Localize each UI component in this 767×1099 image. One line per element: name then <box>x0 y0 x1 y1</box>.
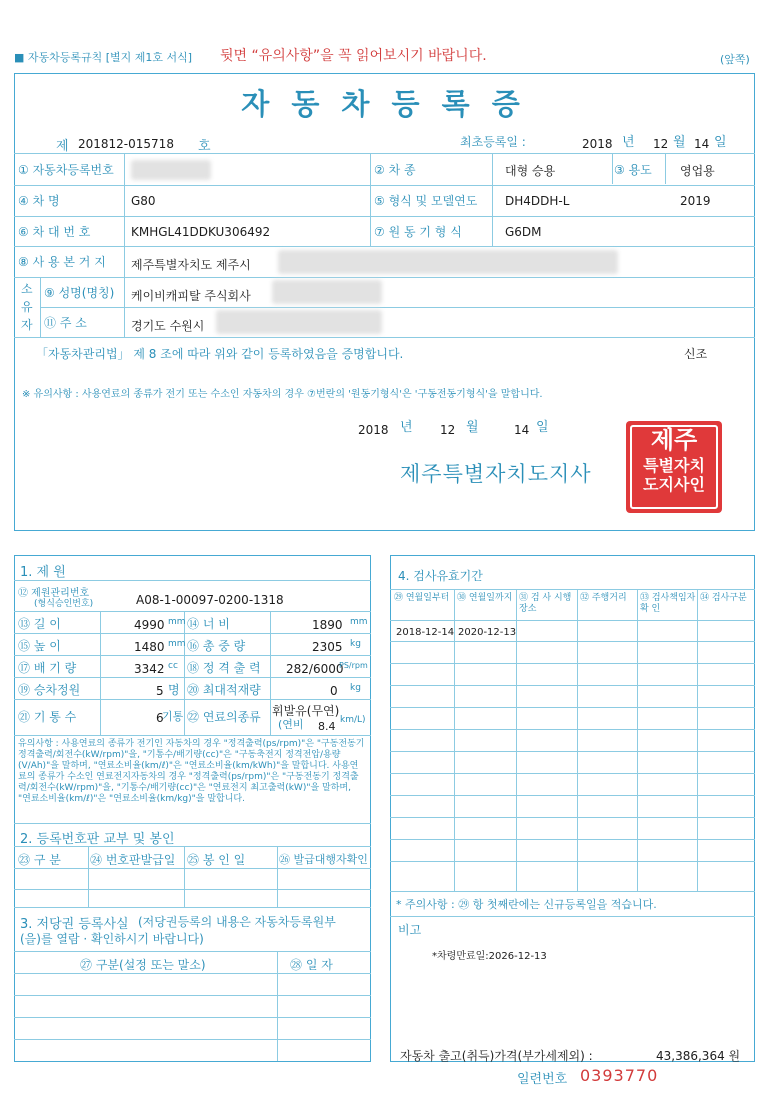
lien-heading: 3. 저당권 등록사실 <box>20 917 129 932</box>
reg-no-label: 제 <box>56 139 69 154</box>
redacted-owner-address <box>216 310 382 334</box>
reg-no-suffix: 호 <box>198 139 211 154</box>
rule-reference: ■ 자동차등록규칙 [별지 제1호 서식] <box>14 51 193 64</box>
spec-13-label: ⑬ 길 이 <box>18 617 61 631</box>
inspect-col-29: ㉙ 연월일부터 <box>394 593 450 603</box>
inspect-col-30: ㉚ 연월일까지 <box>457 593 513 603</box>
field-3-value: 영업용 <box>680 164 715 178</box>
spec-20-label: ⑳ 최대적재량 <box>187 683 261 697</box>
owner-side-label: 소 유 자 <box>21 282 33 332</box>
spec-20-value: 0 <box>330 684 338 698</box>
spec-21-label: ㉑ 기 통 수 <box>18 710 77 724</box>
field-7-value: G6DM <box>505 225 542 239</box>
notice-text: 뒷면 “유의사항”을 꼭 읽어보시기 바랍니다. <box>220 48 487 64</box>
field-9-label: ⑨ 성명(명칭) <box>44 286 115 300</box>
lien-col-27: ㉗ 구분(설정 또는 말소) <box>80 958 206 972</box>
spec-12-sub: (형식승인번호) <box>34 599 94 609</box>
inspection-note: * 주의사항 : ㉙ 항 첫째란에는 신규등록일을 적습니다. <box>396 898 657 911</box>
spec-15-value: 1480 <box>134 640 165 654</box>
spec-18-unit: PS/rpm <box>339 661 368 670</box>
plate-col-23: ㉓ 구 분 <box>18 853 61 867</box>
spec-17-label: ⑰ 배 기 량 <box>18 661 77 675</box>
spec-21-unit: 기통 <box>162 710 184 723</box>
spec-note: 유의사항 : 사용연료의 종류가 전기인 자동차의 경우 "정격출력(ps/rpm)"은 "구동전동기 정격출력/회전수(kW/rpm)"을, "기통수/배기량(cc)"은 "구동축전지 정격전압/용량(V/Ah)"을 말하며, "연료소비율(km/ℓ)"은 "연료소비율(km/kWh)"을 말합니다. 사용연료의 종류가 수소인 연료전지자동차의 경우 "정격출력(ps/rpm)"은 "구동전동기 정격출력/회전수(kW/rpm)"을, "기통수/배기량(cc)"은 "연료전지 최고출력(kW)"을 말하며, "연료소비율(km/ℓ)"은 "연료소비율(km/kg)"을 말합니다. <box>18 739 365 804</box>
issue-year-label: 년 <box>400 420 413 435</box>
spec-12-value: A08-1-00097-0200-1318 <box>136 593 284 607</box>
inspect-col-31: ㉛ 검 사 시행장소 <box>519 593 572 614</box>
issue-month: 12 <box>440 423 456 437</box>
lien-heading-note: (저당권등록의 내용은 자동차등록원부(을)를 열람 · 확인하시기 바랍니다) <box>20 915 336 946</box>
field-8-value: 제주특별자치도 제주시 <box>131 258 251 272</box>
spec-14-value: 1890 <box>312 618 343 632</box>
issue-year: 2018 <box>358 423 389 437</box>
spec-heading: 1. 제 원 <box>20 565 66 580</box>
usage-note: ※ 유의사항 : 사용연료의 종류가 전기 또는 수소인 자동차의 경우 ⑦번란의 '원동기형식'은 '구동전동기형식'을 말합니다. <box>22 389 543 400</box>
spec-20-unit: kg <box>350 683 361 693</box>
field-2-label: ② 차 종 <box>374 163 416 177</box>
field-4-value: G80 <box>131 194 156 208</box>
month-label: 월 <box>673 135 686 150</box>
vehicle-expiry: *차령만료일:2026-12-13 <box>432 951 547 962</box>
field-4-label: ④ 차 명 <box>18 194 60 208</box>
serial-number: 0393770 <box>580 1066 659 1085</box>
field-6-label: ⑥ 차 대 번 호 <box>18 225 91 239</box>
spec-17-unit: cc <box>168 661 178 671</box>
spec-19-value: 5 <box>156 684 164 698</box>
year-label: 년 <box>622 135 635 150</box>
spec-22-label: ㉒ 연료의종류 <box>187 710 261 724</box>
spec-15-label: ⑮ 높 이 <box>18 639 61 653</box>
document-title: 자 동 차 등 록 증 <box>241 87 526 121</box>
field-8-label: ⑧ 사 용 본 거 지 <box>18 255 106 269</box>
redacted-owner <box>272 280 382 304</box>
field-5-label: ⑤ 형식 및 모델연도 <box>374 194 478 208</box>
spec-21-value: 6 <box>156 711 164 725</box>
plate-heading: 2. 등록번호판 교부 및 봉인 <box>20 832 175 847</box>
field-7-label: ⑦ 원 동 기 형 식 <box>374 225 462 239</box>
redacted-address <box>278 250 618 274</box>
spec-16-value: 2305 <box>312 640 343 654</box>
spec-16-unit: kg <box>350 639 361 649</box>
issue-month-label: 월 <box>466 420 479 435</box>
spec-16-label: ⑯ 총 중 량 <box>187 639 246 653</box>
inspect-col-34: ㉞ 검사구분 <box>700 593 747 603</box>
spec-22-eff-value: 8.4 <box>318 720 336 733</box>
first-reg-label: 최초등록일 : <box>460 135 526 149</box>
plate-col-24: ㉔ 번호판발급일 <box>90 853 176 867</box>
field-3-label: ③ 용도 <box>614 163 652 177</box>
field-2-value: 대형 승용 <box>505 164 556 178</box>
spec-12-label: ⑫ 제원관리번호 <box>18 588 90 599</box>
registration-type: 신조 <box>684 347 708 361</box>
issuer-name: 제주특별자치도지사 <box>400 462 592 486</box>
field-5-year: 2019 <box>680 194 711 208</box>
issue-day-label: 일 <box>536 420 549 435</box>
day-label: 일 <box>714 135 727 150</box>
lien-col-28: ㉘ 일 자 <box>290 958 333 972</box>
front-side-label: (앞쪽) <box>720 53 750 66</box>
spec-14-label: ⑭ 너 비 <box>187 617 230 631</box>
first-reg-year: 2018 <box>582 137 613 151</box>
spec-18-value: 282/6000 <box>286 662 344 676</box>
spec-19-label: ⑲ 승차정원 <box>18 683 81 697</box>
inspect-row-to: 2020-12-13 <box>458 627 517 638</box>
spec-15-unit: mm <box>168 639 186 649</box>
spec-13-unit: mm <box>168 617 186 627</box>
plate-col-25: ㉕ 봉 인 일 <box>187 853 246 867</box>
field-1-label: ① 자동차등록번호 <box>18 163 114 177</box>
spec-22-value: 휘발유(무연) <box>272 704 340 718</box>
issue-day: 14 <box>514 423 530 437</box>
inspect-col-33: ㉝ 검사책임자 확 인 <box>640 593 696 614</box>
serial-label: 일련번호 <box>517 1072 568 1087</box>
spec-17-value: 3342 <box>134 662 165 676</box>
field-11-label: ⑪ 주 소 <box>44 316 87 330</box>
first-reg-month: 12 <box>653 137 669 151</box>
field-6-value: KMHGL41DDKU306492 <box>131 225 271 239</box>
spec-13-value: 4990 <box>134 618 165 632</box>
plate-col-26: ㉖ 발급대행자확인 <box>279 853 368 866</box>
remarks-heading: 비고 <box>398 923 422 937</box>
certify-text: 「자동차관리법」 제 8 조에 따라 위와 같이 등록하였음을 증명합니다. <box>36 347 404 361</box>
spec-18-label: ⑱ 정 격 출 력 <box>187 661 261 675</box>
field-11-value: 경기도 수원시 <box>131 319 205 333</box>
inspection-heading: 4. 검사유효기간 <box>398 569 483 583</box>
reg-no-value: 201812-015718 <box>78 137 174 151</box>
inspect-col-32: ㉜ 주행거리 <box>580 593 627 603</box>
field-5-value: DH4DDH-L <box>505 194 570 208</box>
redacted-plate-number <box>131 160 211 180</box>
spec-22-eff-label: (연비 <box>278 718 304 731</box>
field-9-value: 케이비캐피탈 주식회사 <box>131 289 251 303</box>
spec-22-eff-unit: km/L) <box>340 715 366 725</box>
spec-19-unit: 명 <box>168 683 180 697</box>
price-value: 43,386,364 원 <box>656 1049 741 1063</box>
inspect-row-from: 2018-12-14 <box>396 627 455 638</box>
spec-14-unit: mm <box>350 617 368 627</box>
first-reg-day: 14 <box>694 137 710 151</box>
official-seal: 제주 특별자치 도지사인 <box>626 421 722 513</box>
price-label: 자동차 출고(취득)가격(부가세제외) : <box>400 1049 593 1063</box>
